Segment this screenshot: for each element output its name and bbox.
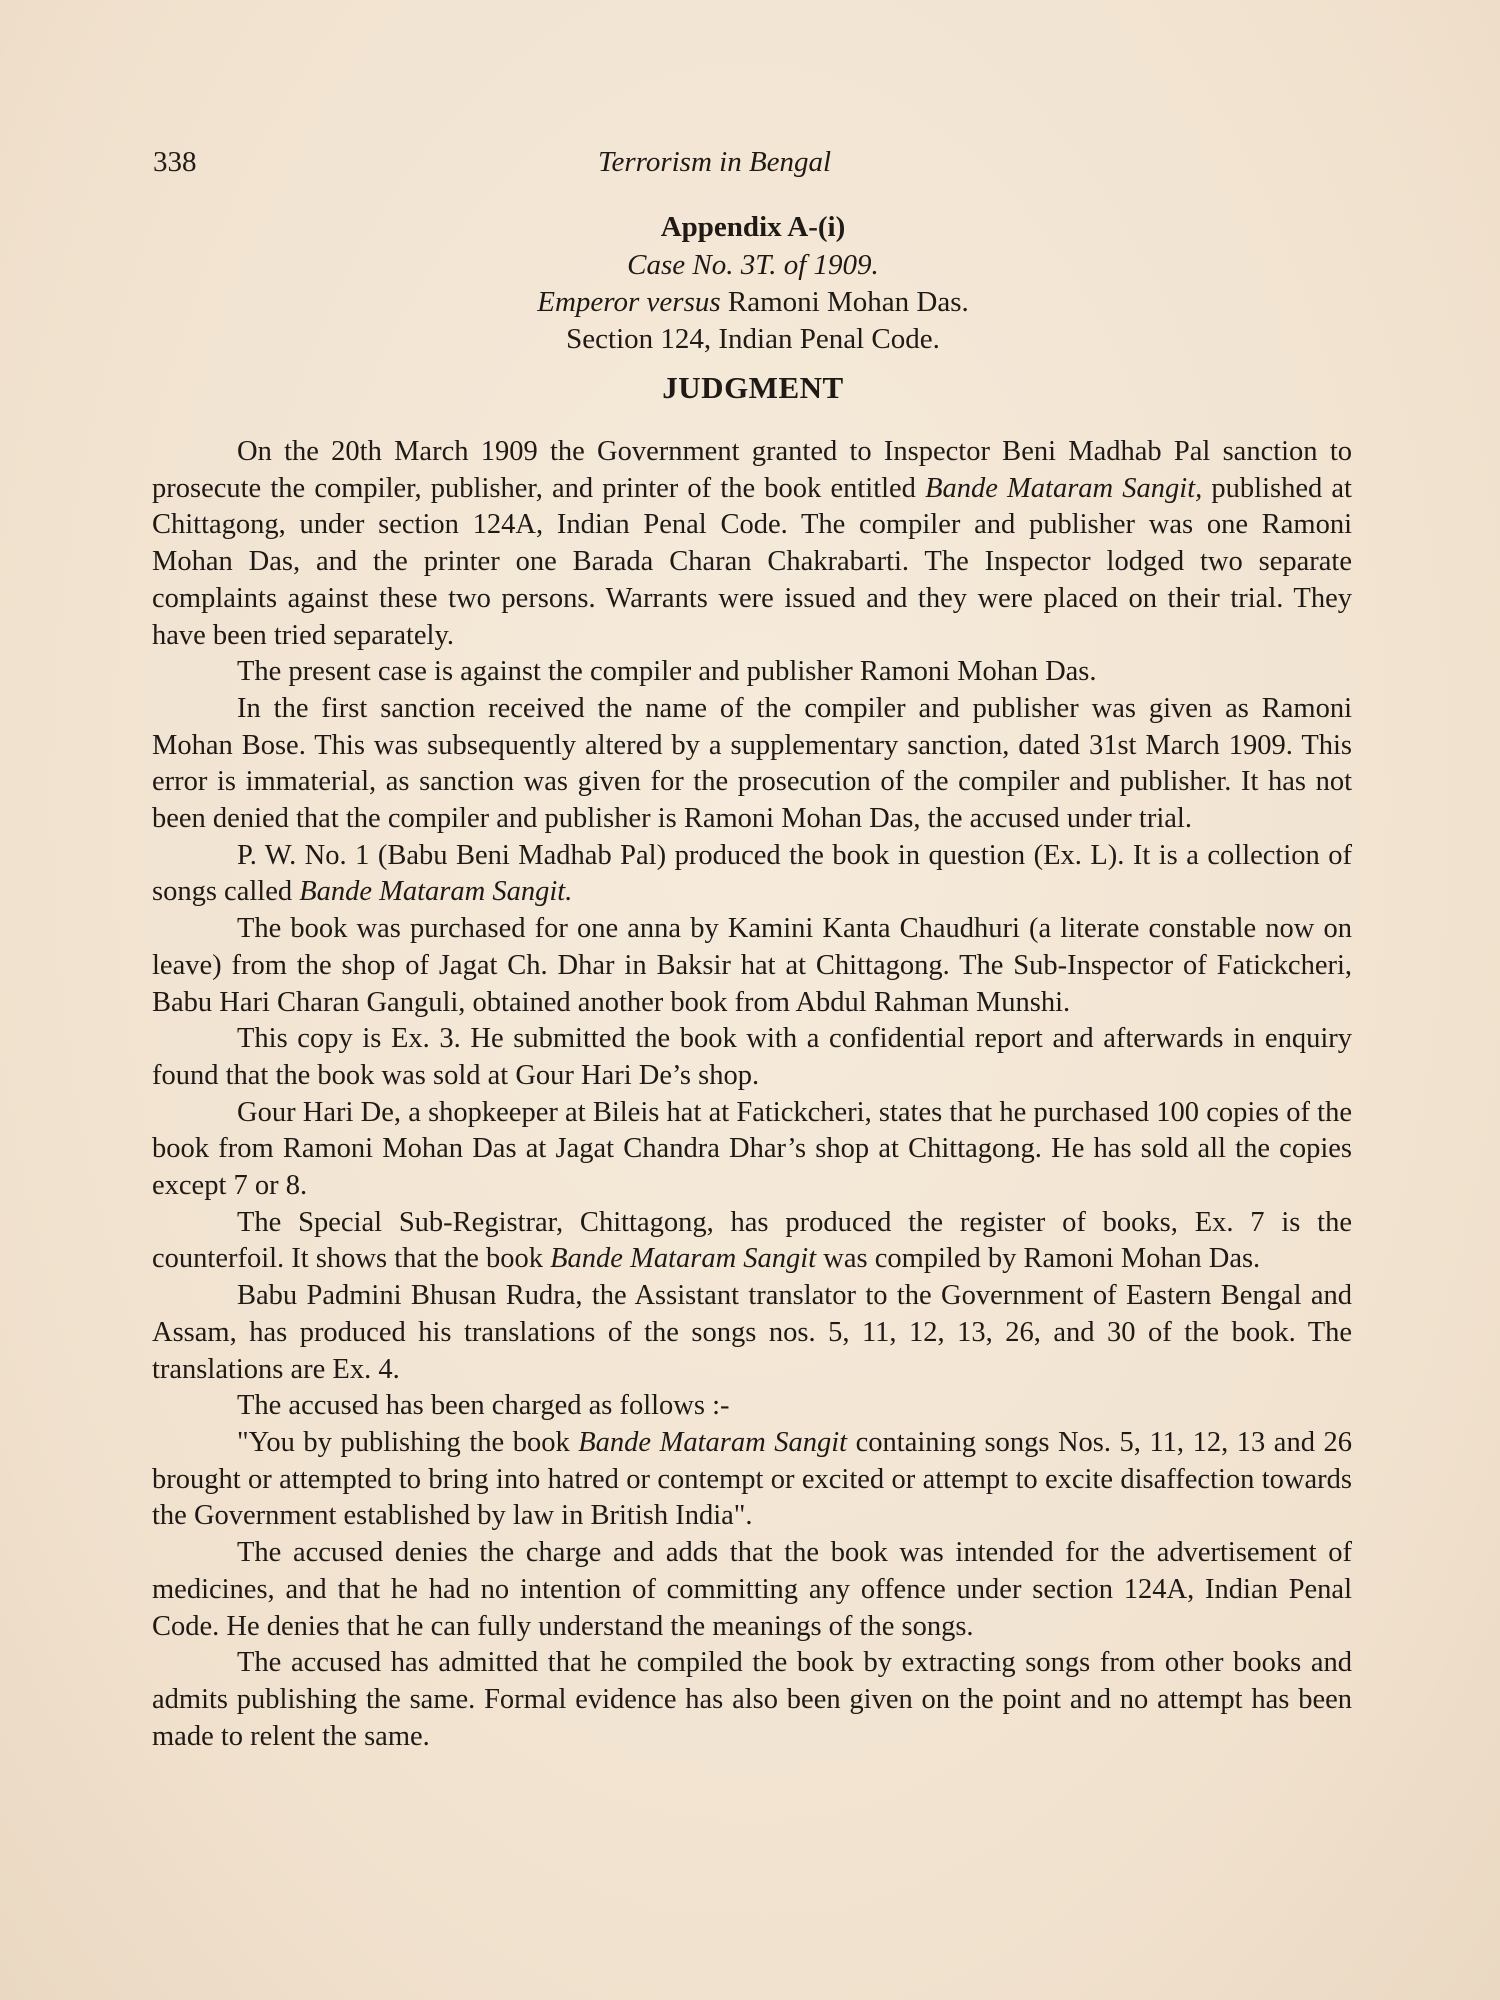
book-title: Bande Mataram Sangit,: [925, 472, 1203, 504]
paragraph: [152, 434, 1352, 654]
book-title: Bande Mataram Sangit.: [299, 876, 573, 908]
paragraph-text: P. W. No. 1 (Babu Beni Madhab Pal) produced the book in question (Ex. L). It is a collection of songs called: [152, 839, 1352, 908]
judgment-title: JUDGMENT: [662, 370, 844, 405]
case-number: Case No. 3T. of 1909.: [627, 249, 879, 281]
paragraph: The accused has been charged as follows :-: [237, 1390, 730, 1422]
case-parties: [153, 284, 1353, 321]
paragraph-text: containing songs Nos. 5, 11, 12, 13 and 26 brought or attempted to bring into hatred or contempt or excited or attempt to excite disaffection towards the Government established by law in British India".: [152, 1426, 1352, 1532]
judgment-body: [152, 434, 1352, 1755]
paragraph: The present case is against the compiler and publisher Ramoni Mohan Das.: [237, 656, 1097, 688]
book-title: Bande Mataram Sangit: [578, 1426, 848, 1458]
paragraph: In the first sanction received the name of the compiler and publisher was given as Ramoni Mohan Bose. This was subsequently altered by a supplementary sanction, dated 31st March 1909. This error is immaterial, as sanction was given for the prosecution of the compiler and publisher. It has not been denied that the compiler and publisher is Ramoni Mohan Das, the accused under trial.: [152, 692, 1352, 835]
paragraph: This copy is Ex. 3. He submitted the book with a confidential report and afterwards in enquiry found that the book was sold at Gour Hari De’s shop.: [152, 1023, 1352, 1091]
paragraph: Gour Hari De, a shopkeeper at Bileis hat at Fatickcheri, states that he purchased 100 copies of the book from Ramoni Mohan Das at Jagat Chandra Dhar’s shop at Chittagong. He has sold all the copies except 7 or 8.: [152, 1096, 1352, 1202]
paragraph: [152, 1205, 1352, 1278]
paragraph: Babu Padmini Bhusan Rudra, the Assistant translator to the Government of Eastern Bengal and Assam, has produced his translations of the songs nos. 5, 11, 12, 13, 26, and 30 of the book. The translations are Ex. 4.: [152, 1280, 1352, 1385]
paragraph: The book was purchased for one anna by Kamini Kanta Chaudhuri (a literate constable now on leave) from the shop of Jagat Ch. Dhar in Baksir hat at Chittagong. The Sub-Inspector of Fatickcheri, Babu Hari Charan Ganguli, obtained another book from Abdul Rahman Munshi.: [152, 913, 1352, 1018]
paragraph: The accused denies the charge and adds that the book was intended for the advertisement of medicines, and that he had no intention of committing any offence under section 124A, Indian Penal Code. He denies that he can fully understand the meanings of the songs.: [152, 1537, 1352, 1642]
paragraph-text: published at Chittagong, under section 124A, Indian Penal Code. The compiler and publisher was one Ramoni Mohan Das, and the printer one Barada Charan Chakrabarti. The Inspector lodged two separate complaints against these two persons. Warrants were issued and they were placed on their trial. They have been tried separately.: [152, 472, 1352, 651]
case-parties-accused: Ramoni Mohan Das.: [720, 286, 969, 318]
case-section: Section 124, Indian Penal Code.: [566, 323, 940, 355]
book-title: Bande Mataram Sangit: [550, 1243, 817, 1275]
paragraph: The accused has admitted that he compiled the book by extracting songs from other books and admits publishing the same. Formal evidence has also been given on the point and no attempt has been made to relent the same.: [152, 1647, 1352, 1752]
case-parties-versus: Emperor versus: [537, 286, 721, 318]
appendix-heading-block: [153, 207, 1353, 408]
paragraph-text: was compiled by Ramoni Mohan Das.: [816, 1243, 1261, 1275]
page-number: 338: [153, 146, 197, 178]
paragraph-text: "You by publishing the book: [237, 1426, 579, 1458]
appendix-title: Appendix A-(i): [660, 211, 846, 243]
running-title: Terrorism in Bengal: [598, 146, 832, 178]
paragraph: [152, 1425, 1352, 1535]
paragraph: [152, 838, 1352, 911]
page-header: [153, 146, 1353, 186]
paragraph-text: The Special Sub-Registrar, Chittagong, has produced the register of books, Ex. 7 is the counterfoil. It shows that the book: [152, 1206, 1352, 1275]
paragraph-text: On the 20th March 1909 the Government granted to Inspector Beni Madhab Pal sanction to prosecute the compiler, publisher, and printer of the book entitled: [152, 436, 1352, 504]
